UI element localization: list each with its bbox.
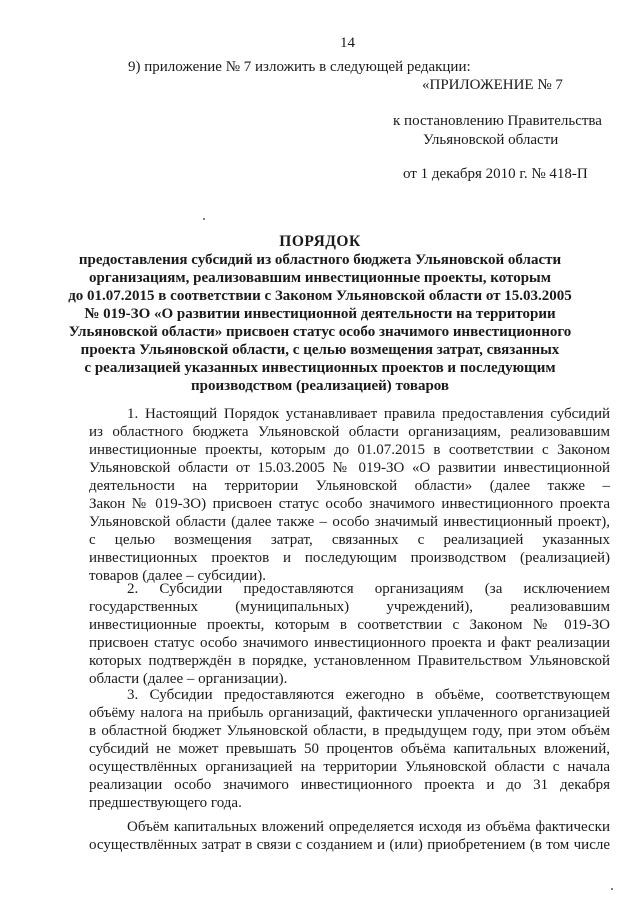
body-line: Ульяновской области (далее также – особо значимый инвестиционный проект), [89, 514, 610, 530]
subtitle-line: с реализацией указанных инвестиционных проектов и последующим [84, 360, 556, 376]
region-label: Ульяновской области [423, 132, 559, 148]
appendix-label: «ПРИЛОЖЕНИЕ № 7 [422, 77, 563, 93]
subtitle-line: № 019-ЗО «О развитии инвестиционной деятельности на территории [84, 306, 556, 322]
subtitle-line: предоставления субсидий из областного бюджета Ульяновской области [78, 252, 562, 268]
body-line: предшествующего года. [89, 795, 242, 811]
body-line: 2. Субсидии предоставляются организациям (за исключением [127, 581, 610, 597]
body-line: Закон № 019-ЗО) присвоен статус особо значимого инвестиционного проекта [89, 496, 610, 512]
scan-speck [203, 218, 205, 220]
body-line: реализации особо значимого инвестиционного проекта и до 31 декабря [89, 777, 610, 793]
body-line: области (далее – организации). [89, 671, 288, 687]
body-line: которых подтверждён в порядке, установленном Правительством Ульяновской [89, 653, 610, 669]
intro-line: 9) приложение № 7 изложить в следующей редакции: [128, 59, 471, 75]
body-line: Ульяновской области от 15.03.2005 № 019-ЗО «О развитии инвестиционной [89, 460, 610, 476]
body-line: инвестиционные проекты, которым в соответствии с Законом № 019-ЗО [89, 617, 610, 633]
subtitle-line: проекта Ульяновской области, с целью возмещения затрат, связанных [80, 342, 560, 358]
body-line: осуществлённых организацией на территории Ульяновской области с начала [89, 759, 610, 775]
body-line: 1. Настоящий Порядок устанавливает правила предоставления субсидий [127, 406, 610, 422]
body-line: объёму налога на прибыль организаций, фактически уплаченного организацией [89, 705, 610, 721]
body-line: присвоен статус особо значимого инвестиционного проекта и факт реализации [89, 635, 610, 651]
body-line: из областного бюджета Ульяновской области организациям, реализовавшим [89, 424, 610, 440]
body-line: в областной бюджет Ульяновской области, в предыдущем году, при этом объём [89, 723, 610, 739]
body-line: государственных (муниципальных) учреждений), реализовавшим [89, 599, 610, 615]
body-line: инвестиционных проектов и последующим производством (реализацией) [89, 550, 610, 566]
resolution-date: от 1 декабря 2010 г. № 418-П [403, 166, 588, 182]
body-line: Объём капитальных вложений определяется исходя из объёма фактически [127, 819, 610, 835]
subtitle-line: Ульяновской области» присвоен статус особо значимого инвестиционного [68, 324, 572, 340]
document-title: ПОРЯДОК [279, 233, 361, 250]
subtitle-line: организациям, реализовавшим инвестиционные проекты, которым [89, 270, 551, 286]
body-line: товаров (далее – субсидии). [89, 568, 266, 584]
body-line: деятельности на территории Ульяновской области» (далее также – [89, 478, 610, 494]
body-line: субсидий не может превышать 50 процентов объёма капитальных вложений, [89, 741, 610, 757]
scan-speck [611, 888, 613, 890]
body-line: с целью возмещения затрат, связанных с реализацией указанных [89, 532, 610, 548]
body-line: осуществлённых затрат в связи с созданием и (или) приобретением (в том числе [89, 837, 610, 853]
body-line: инвестиционные проекты, которым до 01.07.2015 в соответствии с Законом [89, 442, 610, 458]
resolution-ref: к постановлению Правительства [393, 113, 602, 129]
body-line: 3. Субсидии предоставляются ежегодно в объёме, соответствующем [127, 687, 610, 703]
page-number: 14 [340, 35, 355, 51]
subtitle-line: производством (реализацией) товаров [190, 378, 450, 394]
subtitle-line: до 01.07.2015 в соответствии с Законом Ульяновской области от 15.03.2005 [68, 288, 572, 304]
